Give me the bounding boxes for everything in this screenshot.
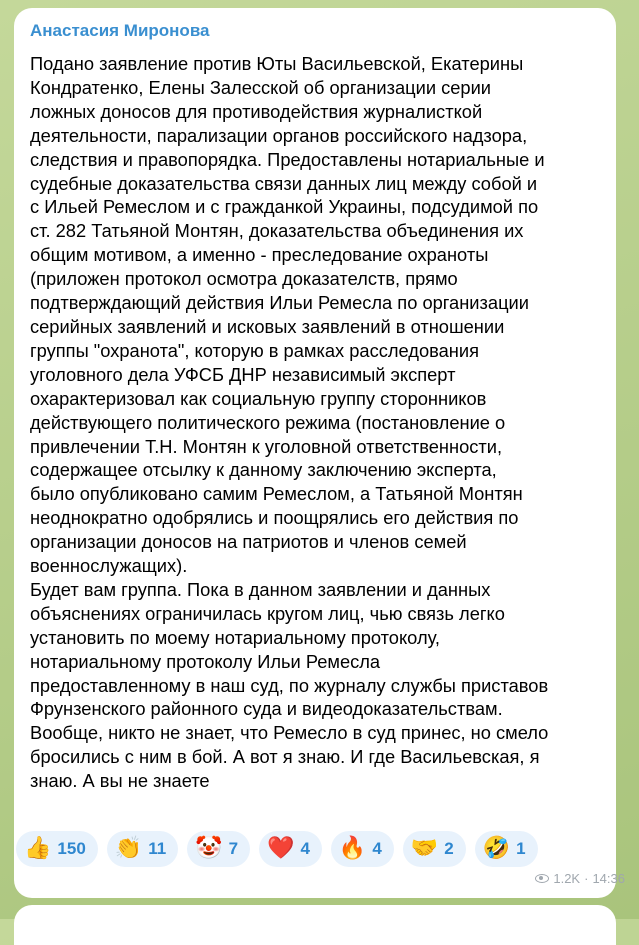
clown-face-icon: 🤡 bbox=[195, 836, 223, 861]
message-bubble[interactable] bbox=[14, 8, 616, 898]
message-text-line: с Ильей Ремеслом и с гражданкой Украины, подсудимой по bbox=[30, 196, 539, 218]
message-text-line: действующего политического режима (постановление о bbox=[30, 411, 506, 433]
message-text-line: уголовного дела УФСБ ДНР независимый эксперт bbox=[30, 363, 456, 385]
message-text-line: Фрунзенского районного суда и видеодоказательствам. bbox=[30, 698, 503, 720]
message-text-line: военнослужащих). bbox=[30, 555, 188, 577]
message-author[interactable]: Анастасия Миронова bbox=[30, 21, 210, 40]
message-text-line: общим мотивом, а именно - преследование охраноты bbox=[30, 244, 489, 266]
reaction-clown[interactable] bbox=[187, 831, 250, 867]
message-text-line: ст. 282 Татьяной Монтян, доказательства объединения их bbox=[30, 220, 524, 242]
message-text-line: Будет вам группа. Пока в данном заявлении и данных bbox=[30, 578, 491, 600]
next-message-bubble[interactable] bbox=[14, 905, 616, 945]
reaction-count: 7 bbox=[228, 839, 239, 858]
message-text-line: было опубликовано самим Ремеслом, а Татьяной Монтян bbox=[30, 483, 523, 505]
reaction-count: 11 bbox=[148, 839, 167, 858]
message-text-line: деятельности, парализации органов российского надзора, bbox=[30, 124, 528, 146]
meta-separator: · bbox=[584, 871, 589, 886]
red-heart-icon: ❤️ bbox=[267, 836, 295, 861]
message-text-line: неоднократно одобрялись и поощрялись его действия по bbox=[30, 507, 519, 529]
thumbs-up-icon: 👍 bbox=[24, 836, 52, 861]
message-text-line: объяснениях ограничилась кругом лиц, чью связь легко bbox=[30, 602, 505, 624]
reactions-bar bbox=[16, 831, 538, 867]
eye-icon bbox=[535, 874, 549, 883]
clapping-hands-icon: 👏 bbox=[114, 836, 143, 861]
message-text-line: установить по моему нотариальному протоколу, bbox=[30, 626, 440, 648]
message-text-line: привлечении Т.Н. Монтян к уголовной ответственности, bbox=[30, 435, 503, 457]
message-text-line: бросились с ним в бой. А вот я знаю. И где Васильевская, я bbox=[30, 746, 540, 768]
message-text-line: судебные доказательства связи данных лиц между собой и bbox=[30, 172, 538, 194]
reaction-thumbs-up[interactable] bbox=[16, 831, 98, 867]
rolling-laughing-icon: 🤣 bbox=[482, 836, 511, 861]
message-text-line: Кондратенко, Елены Залесской об организации серии bbox=[30, 76, 492, 98]
message-text-line: группы "охранота", которую в рамках расследования bbox=[30, 339, 479, 361]
view-count: 1.2K bbox=[553, 871, 581, 886]
reaction-clapping[interactable] bbox=[107, 831, 178, 867]
reaction-count: 4 bbox=[300, 839, 310, 858]
message-text-line: охарактеризовал как социальную группу сторонников bbox=[30, 387, 487, 409]
message-text-line: предоставленному в наш суд, по журналу службы приставов bbox=[30, 674, 549, 696]
message-text-line: знаю. А вы не знаете bbox=[30, 770, 210, 792]
message-text-line: нотариальному протоколу Ильи Ремесла bbox=[30, 650, 381, 672]
reaction-count: 2 bbox=[444, 839, 454, 858]
message-text-line: Подано заявление против Юты Васильевской, Екатерины bbox=[30, 53, 524, 74]
message-time: 14:36 bbox=[592, 871, 625, 886]
reaction-count: 1 bbox=[516, 839, 526, 858]
message-text-line: организации доносов на патриотов и членов семей bbox=[30, 531, 467, 553]
handshake-icon: 🤝 bbox=[410, 836, 439, 861]
message-text-line: (приложен протокол осмотра доказателств, прямо bbox=[30, 268, 458, 290]
message-text-line: ложных доносов для противодействия журналисткой bbox=[30, 100, 483, 122]
reaction-heart[interactable] bbox=[259, 831, 322, 867]
message-text-line: следствия и правопорядка. Предоставлены нотариальные и bbox=[30, 148, 545, 170]
reaction-fire[interactable] bbox=[331, 831, 394, 867]
message-text bbox=[30, 52, 600, 793]
reaction-rolling-laughing[interactable] bbox=[475, 831, 538, 867]
fire-icon: 🔥 bbox=[338, 836, 367, 861]
message-text-line: Вообще, никто не знает, что Ремесло в суд принес, но смело bbox=[30, 722, 549, 744]
message-text-line: серийных заявлений и исковых заявлений в отношении bbox=[30, 315, 505, 337]
message-meta bbox=[535, 871, 625, 886]
reaction-count: 4 bbox=[372, 839, 382, 858]
reaction-handshake[interactable] bbox=[403, 831, 466, 867]
message-text-line: подтверждающий действия Ильи Ремесла по организации bbox=[30, 292, 529, 314]
reaction-count: 150 bbox=[57, 839, 86, 858]
message-text-line: содержащее отсылку к данному заключению эксперта, bbox=[30, 459, 497, 481]
